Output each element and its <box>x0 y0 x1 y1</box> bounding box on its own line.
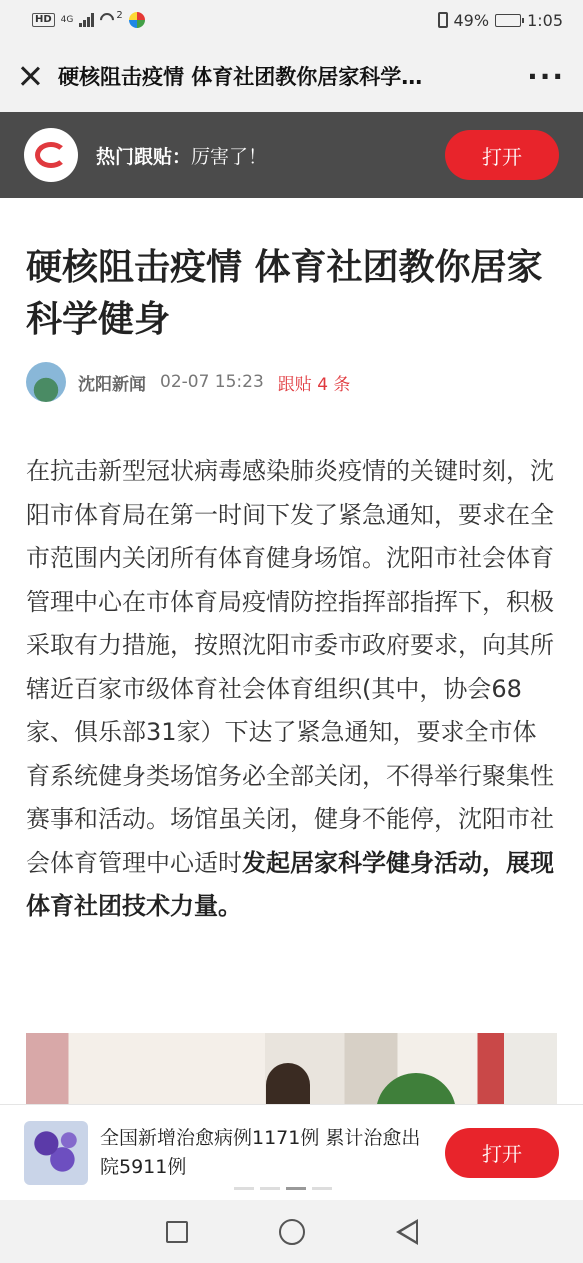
article-body-bold: 发起居家科学健身活动，展现体育社团技术力量。 <box>26 848 554 920</box>
network-type-icon: 4G <box>60 14 74 25</box>
logo-mark <box>35 142 67 168</box>
source-avatar[interactable] <box>26 362 66 402</box>
hot-comment-text <box>96 142 445 169</box>
carousel-dot <box>234 1187 254 1190</box>
status-left <box>32 9 145 28</box>
more-icon[interactable]: ··· <box>527 59 565 93</box>
carousel-dot <box>312 1187 332 1190</box>
page-title: 硬核阻击疫情 体育社团教你居家科学… <box>58 65 423 89</box>
comment-count-link[interactable]: 跟贴 4 条 <box>277 374 351 395</box>
article-body-text: 在抗击新型冠状病毒感染肺炎疫情的关键时刻，沈阳市体育局在第一时间下发了紧急通知，要求在全市范围内关闭所有体育健身场馆。沈阳市社会体育管理中心在市体育局疫情防控指挥部指挥下，积极采取有力措施，按照沈阳市委市政府要求，向其所辖近百家市级体育社会体育组织(其中，协会68家、俱乐部31家）下达了紧急通知，要求全市体育系统健身类场馆务必全部关闭，不得举行聚集性赛事和活动。场馆虽关闭，健身不能停，沈阳市社会体育管理中心适时 <box>26 457 554 877</box>
recents-icon[interactable] <box>166 1221 188 1243</box>
vibrate-icon <box>438 12 448 28</box>
status-right <box>438 11 564 30</box>
battery-icon <box>495 14 521 27</box>
status-bar <box>0 0 583 40</box>
carousel-dot <box>260 1187 280 1190</box>
home-icon[interactable] <box>279 1219 305 1245</box>
card-title: 全国新增治愈病例1171例 累计治愈出院5911例 <box>100 1126 421 1178</box>
article-photo[interactable] <box>26 1033 557 1113</box>
hot-comment-content: 厉害了！ <box>191 145 268 168</box>
wifi-icon <box>97 10 117 30</box>
recommendation-card[interactable] <box>0 1104 583 1200</box>
back-icon[interactable] <box>396 1219 418 1245</box>
app-notification-icon <box>129 12 145 28</box>
hot-comment-label: 热门跟贴： <box>96 145 192 168</box>
app-logo <box>24 128 78 182</box>
clock: 1:05 <box>527 10 563 30</box>
hd-icon: HD <box>32 13 55 27</box>
article <box>26 198 557 929</box>
hot-comment-banner[interactable] <box>0 112 583 198</box>
close-icon[interactable] <box>18 64 42 88</box>
card-thumbnail <box>24 1121 88 1185</box>
article-meta <box>26 362 557 402</box>
source-name[interactable]: 沈阳新闻 <box>78 374 146 395</box>
open-app-button[interactable]: 打开 <box>445 130 559 180</box>
carousel-dot-active <box>286 1187 306 1190</box>
publish-time: 02-07 15:23 <box>160 372 264 392</box>
title-bar <box>0 40 583 112</box>
article-body <box>26 450 557 929</box>
wifi-number: 2 <box>116 9 123 21</box>
article-headline: 硬核阻击疫情 体育社团教你居家科学健身 <box>26 247 543 340</box>
system-nav-bar <box>0 1200 583 1263</box>
battery-percent: 49% <box>453 10 490 30</box>
carousel-dots <box>234 1187 332 1190</box>
signal-icon <box>79 13 94 27</box>
card-open-button[interactable]: 打开 <box>445 1128 559 1178</box>
